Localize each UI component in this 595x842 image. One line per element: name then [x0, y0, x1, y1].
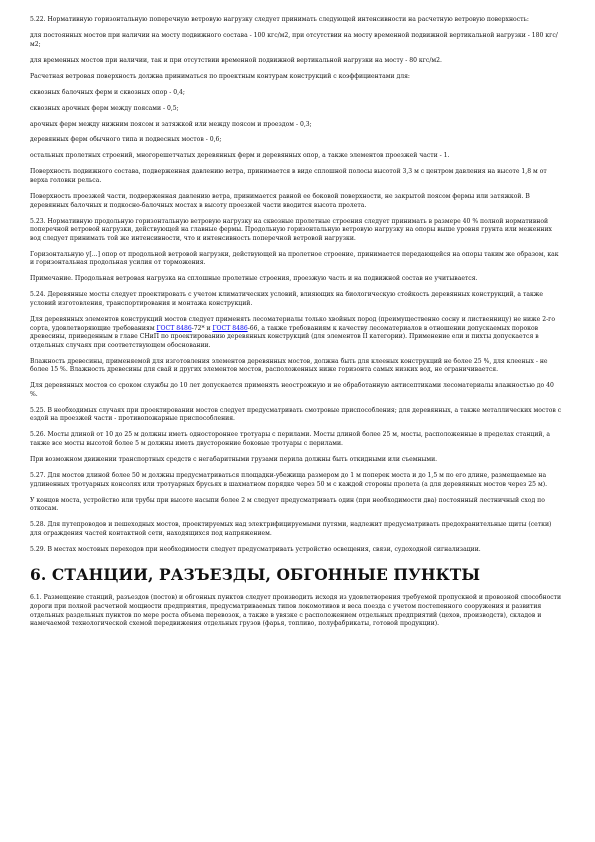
paragraph-text-part: -72* и	[191, 324, 213, 332]
paragraph-stair-access: У концов моста, устройство или трубы при высоте насыпи более 2 м следует предусматривать один (при необходимости два) постоянный лестничный сход по откосам.	[30, 496, 545, 513]
paragraph-wood-materials	[30, 316, 563, 350]
paragraph-5-29: 5.29. В местах мостовых переходов при необходимости следует предусматривать устройство освещения, связи, судоходной сигнализации.	[30, 545, 481, 553]
paragraph-short-term-bridges: Для деревянных мостов со сроком службы до 10 лет допускается применять неострожную и не обработанную антисептиками лесоматериалы влажностью до 40 %.	[30, 382, 554, 398]
list-item-wooden-trusses: деревянных ферм обычного типа и подвесных мостов - 0,6;	[30, 136, 222, 144]
paragraph-text-part: Для деревянных элементов конструкций мостов следует применять лесоматериалы только хвойных пород (преимущественно сосну и лиственницу) не ниже 2-го сорта, удовлетворяющие требованиям	[30, 315, 556, 332]
section-heading: 6. СТАНЦИИ, РАЗЪЕЗДЫ, ОБГОННЫЕ ПУНКТЫ	[30, 565, 481, 585]
paragraph-5-22: 5.22. Нормативную горизонтальную поперечную ветровую нагрузку следует принимать следующей интенсивности на расчетную ветровую поверхность:	[30, 16, 529, 23]
paragraph-deck-surface: Поверхность проезжей части, подверженная давлению ветра, принимается равной ее боковой поверхности, не закрытой поясом фермы или затяжкой. В деревянных балочных и подкосно-балочных мостах в высоту проезжей части вводится высота пролета.	[30, 193, 530, 209]
paragraph-wood-moisture: Влажность древесины, применяемой для изготовления элементов деревянных мостов, должна быть для клееных конструкций не более 25 %, для клееных - не более 15 %. Влажность древесины для свай и других элементов мостов, расположенных ниже горизонта самых низких вод, не ограничивается.	[30, 357, 548, 374]
gost-link-2[interactable]: ГОСТ 8486	[212, 324, 248, 332]
paragraph-wind-surface: Расчетная ветровая поверхность должна приниматься по проектным контурам конструкций с коэффициентами для:	[30, 72, 410, 80]
list-item-other-spans: остальных пролетных строений, многорешетчатых деревянных ферм и деревянных опор, а также элементов проезжей части - 1.	[30, 152, 450, 160]
paragraph-5-25: 5.25. В необходимых случаях при проектировании мостов следует предусматривать смотровые приспособления; для деревянных, а также металлических мостов с ездой на проезжей части - противопожарные приспособления.	[30, 406, 562, 423]
paragraph-temporary-bridges: для временных мостов при наличии, так и при отсутствии временной подвижной вертикальной нагрузки на мосту - 80 кгс/м2.	[30, 56, 442, 64]
paragraph-5-26: 5.26. Мосты длиной от 10 до 25 м должны иметь одностороннее тротуары с перилами. Мосты длиной более 25 м, мосты, расположенные в пределах станций, а также все мосты высотой более 5 м должны иметь двусторонние боковые тротуары с перилами.	[30, 431, 550, 448]
list-item-arch-trusses: сквозных арочных ферм между поясами - 0,5;	[30, 104, 179, 112]
list-item-arch-lower-chord: арочных ферм между нижним поясом и затяжкой или между поясом и проездом - 0,3;	[30, 120, 312, 128]
paragraph-text-part: -66, а также требованиям к качеству лесоматериалов в отношении допускаемых пороков древесины, приведенным в главе СНиП по проектированию деревянных конструкций (для элементов II категории). Применение ели и пихты допускается в отдельных случаях при соответствующем обосновании.	[30, 324, 539, 349]
paragraph-5-28: 5.28. Для путепроводов и пешеходных мостов, проектируемых над электрифицируемыми путями, надлежит предусматривать предохранительные щиты (сетки) для ограждения частей контактной сети, находящихся под напряжением.	[30, 521, 552, 537]
paragraph-6-1: 6.1. Размещение станций, разъездов (постов) и обгонных пунктов следует производить исходя из удовлетворения требуемой пропускной и провозной способности дороги при полной расчетной мощности предприятия, предусматриваемых типов локомотивов и веса поезда с учетом постепенного сооружения и развития отдельных раздельных пунктов по мере роста объема перевозок, а также в увязке с расположением отдельных предприятий (цехов, производств), складов и намечаемой технологической схемой передвижения отдельных грузов (фарья, топливо, полуфабрикаты, готовой продукции).	[30, 594, 562, 628]
paragraph-railings: При возможном движении транспортных средств с негабаритными грузами перила должны быть откидными или съемными.	[30, 456, 438, 463]
paragraph-5-23: 5.23. Нормативную продольную горизонтальную ветровую нагрузку на сквозные пролетные строения следует принимать в размере 40 % полной нормативной поперечной ветровой нагрузки, действующей на главные фермы. Продольную горизонтальную ветровую нагрузку на опоры выше уровня грунта или меженних вод следует принимать той же интенсивности, что и интенсивность поперечной ветровой нагрузки.	[30, 217, 552, 242]
paragraph-horizontal-force: Горизонтальную у[...] опор от продольной ветровой нагрузки, действующей на пролетное строение, принимается передающейся на опоры таким же образом, как и горизонтальная продольная усилия от торможения.	[30, 250, 559, 267]
gost-link-1[interactable]: ГОСТ 8486	[156, 324, 192, 332]
paragraph-permanent-bridges: для постоянных мостов при наличии на мосту подвижного состава - 100 кгс/м2, при отсутствии на мосту временной подвижной вертикальной нагрузки - 180 кгс/м2;	[30, 31, 558, 48]
paragraph-rolling-stock-surface: Поверхность подвижного состава, подверженная давлению ветра, принимается в виде сплошной полосы высотой 3,3 м с центром давления на высоте 1,8 м от верха головки рельса.	[30, 168, 547, 185]
paragraph-5-24: 5.24. Деревянные мосты следует проектировать с учетом климатических условий, влияющих на биологическую стойкость деревянных конструкций, а также условий изготовления, транспортирования и монтажа конструкций.	[30, 291, 544, 307]
paragraph-5-27: 5.27. Для мостов длиной более 50 м должны предусматриваться площадки-убежища размером до 1 м поперек моста и до 1,5 м по его длине, размещаемые на удлиненных тротуарных консолях или тротуарных брусьях в шахматном порядке через 50 м с каждой стороны пролета (а для деревянных мостов через 25 м).	[30, 471, 548, 488]
list-item-truss-supports: сквозных балочных ферм и сквозных опор - 0,4;	[30, 88, 185, 96]
paragraph-note: Примечание. Продольная ветровая нагрузка на сплошные пролетные строения, проезжую часть и на подвижной состав не учитывается.	[30, 275, 478, 283]
